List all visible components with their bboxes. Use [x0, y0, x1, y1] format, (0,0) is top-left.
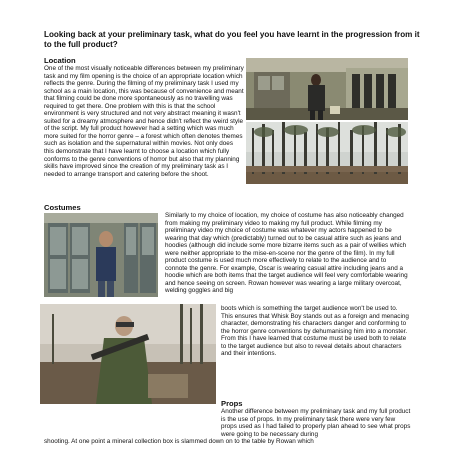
overcoat-figure-photo	[40, 304, 216, 404]
props-paragraph-full-width: shooting. At one point a mineral collection box is slammed down on to the table by Rowan which	[44, 438, 314, 445]
forest-photo	[246, 122, 408, 184]
lockers-boy-photo	[44, 213, 158, 297]
costumes-paragraph-top: Similarly to my choice of location, my choice of costume has also noticeably changed from making my preliminary video to making my full product. While filming my preliminary video my choice of costume was whatever my actors happened to be wearing that day which (predictably) turned out to be casual attire such as jeans and hoodies (although did include some more bizarre items such as a pair of wellies which were neither appropriate to the mise-en-scene nor the genre of the film). In my full product costume is used much more effectively to relate to the audience and to connote the genre. For example, Oscar is wearing casual attire including jeans and a hoodie which are both items that the target audience will feel very comfortable wearing and hence seeing on screen. Rowan however was wearing a large military overcoat, welding goggles and big	[165, 212, 408, 295]
page-heading: Looking back at your preliminary task, what do you feel you have learnt in the progression from it to the full product?	[44, 30, 420, 49]
location-title: Location	[44, 56, 76, 65]
costumes-paragraph-bottom: boots which is something the target audience won't be used to. This ensures that Whisk Boy stands out as a foreign and menacing character, demonstrating his characters danger and conforming to the horror genre conventions by dehumanising him into a monster. From this I have learned that costume must be used both to relate to the target audience but also to reveal details about characters and their intentions.	[221, 305, 409, 358]
corridor-man-photo	[246, 58, 408, 120]
costumes-title: Costumes	[44, 203, 81, 212]
location-paragraph: One of the most visually noticeable differences between my preliminary task and my film opening is the choice of an appropriate location which reflects the genre. During the filming of my preliminary task I used my school as a main location, this was because of convenience and meant that filming could be done more spontaneously as no travelling was required to get there. One problem with this is that the school environment is very structured and not very abstract meaning it wasn't suited for a dreamy atmosphere and hence didn't reflect the weird style of the script. My full product however had a setting which was much more suited for the horror genre – a forest which often denotes themes such as isolation and the supernatural within movies. Not only does this demonstrate that I have learnt to choose a location which fully conforms to the genre conventions of horror but also that my planning skills have improved since the creation of my preliminary task as I needed to arrange transport and catering before the shoot.	[44, 65, 244, 178]
props-paragraph: Another difference between my preliminary task and my full product is the use of props. In my preliminary task there were very few props used as I had failed to properly plan ahead to see what props were going to be necessary during	[221, 408, 411, 438]
props-title: Props	[221, 399, 243, 408]
